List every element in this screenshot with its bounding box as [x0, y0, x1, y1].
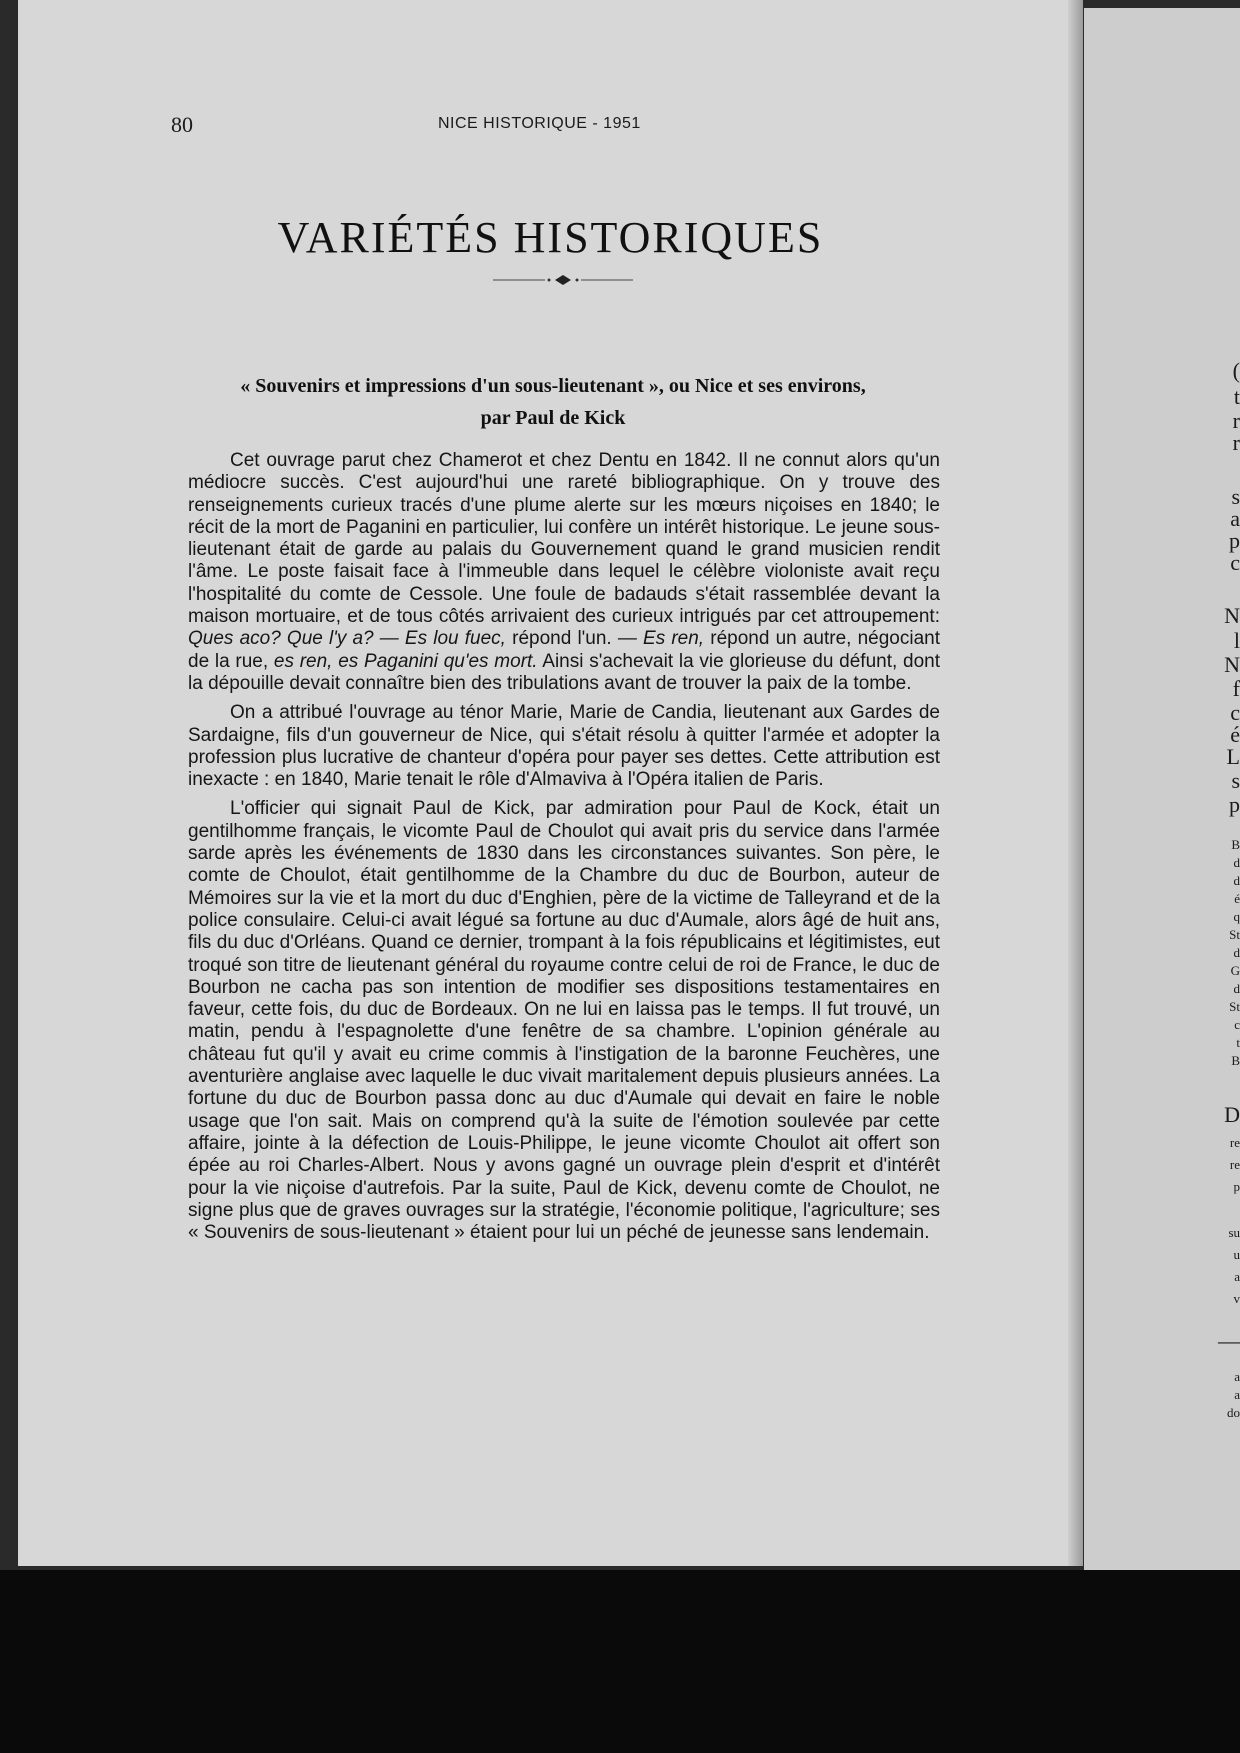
- facing-page-fragment: a: [1234, 1387, 1240, 1402]
- quote-dialect-2: Es ren,: [643, 628, 705, 650]
- facing-page-fragment: l: [1233, 628, 1240, 653]
- facing-page-edge: [1084, 8, 1240, 1570]
- facing-page-fragment: a: [1234, 1269, 1240, 1284]
- paragraph-1-text-2: répond l'un. —: [505, 628, 644, 650]
- facing-page-fragment: N: [1224, 652, 1240, 677]
- quote-dialect-3: es ren, es Paganini qu'es mort.: [273, 650, 538, 672]
- facing-page-fragment: su: [1228, 1225, 1240, 1240]
- facing-page-fragment: é: [1234, 891, 1240, 906]
- facing-page-fragment: St: [1229, 927, 1240, 942]
- facing-page-fragment: c: [1230, 550, 1240, 575]
- section-title: VARIÉTÉS HISTORIQUES: [277, 213, 824, 262]
- facing-page-fragment: t: [1236, 1035, 1240, 1050]
- facing-page-fragment: s: [1231, 484, 1240, 509]
- article-body: [188, 450, 940, 1251]
- facing-page-fragment: f: [1232, 676, 1240, 701]
- paragraph-1-text-3: répond un autre, négociant de la rue,: [188, 628, 940, 672]
- facing-page-fragment: a: [1234, 1369, 1240, 1384]
- facing-page-fragment: t: [1233, 384, 1240, 409]
- paragraph-1-text: Cet ouvrage parut chez Chamerot et chez Dentu en 1842. Il ne connut alors qu'un médiocre succès. C'est aujourd'hui une rareté bibliographique. On y trouve des renseignements curieux tracés d'une plume alerte sur les mœurs niçoises en 1840; le récit de la mort de Paganini en particulier, lui confère un intérêt historique. Le jeune sous-lieutenant était de garde au palais du Gouvernement quand le grand musicien rendit l'âme. Le poste faisait face à l'immeuble dans lequel le célèbre violoniste avait reçu l'hospitalité du comte de Cessole. Une foule de badauds s'était rassemblée devant la maison mortuaire, et de tous côtés arrivaient des curieux intrigués par cet attroupement:: [188, 450, 940, 628]
- ornament-divider-icon: [493, 272, 633, 288]
- facing-page-fragment: s: [1231, 768, 1240, 793]
- facing-page-fragment: p: [1229, 792, 1240, 817]
- article-author-line: par Paul de Kick: [480, 407, 626, 429]
- facing-page-fragment: q: [1233, 909, 1240, 924]
- facing-page-fragment: G: [1230, 963, 1240, 978]
- running-header: [18, 112, 1083, 142]
- facing-page-fragment: r: [1232, 408, 1240, 433]
- facing-page-fragment: d: [1233, 855, 1240, 870]
- facing-page-fragment: p: [1229, 528, 1240, 553]
- facing-page-fragment: B: [1231, 837, 1240, 852]
- article-title-line-1: « Souvenirs et impressions d'un sous-lieutenant », ou Nice et ses environs,: [240, 375, 866, 397]
- facing-page-fragment: B: [1231, 1053, 1240, 1068]
- book-page: [18, 0, 1083, 1566]
- facing-page-fragment: p: [1233, 1179, 1240, 1194]
- facing-page-fragment: d: [1233, 945, 1240, 960]
- page-number: 80: [171, 112, 193, 137]
- facing-page-fragment: re: [1229, 1135, 1240, 1150]
- facing-page-fragment: do: [1227, 1405, 1240, 1420]
- paragraph-1: [188, 450, 940, 695]
- facing-page-fragment: u: [1233, 1247, 1240, 1262]
- paragraph-3: L'officier qui signait Paul de Kick, par admiration pour Paul de Kock, était un gentilhomme français, le vicomte Paul de Choulot qui avait pris du service dans l'armée sarde après les événements de 1830 dans les circonstances suivantes. Son père, le comte de Choulot, était gentilhomme de la Chambre du duc de Bourbon, auteur de Mémoires sur la vie et la mort du duc d'Enghien, père de la victime de Talleyrand et de la police consulaire. Celui-ci avait légué sa fortune au duc d'Aumale, alors âgé de huit ans, fils du duc d'Orléans. Quand ce dernier, trompant à la fois républicains et légitimistes, eut troqué son titre de lieutenant général du royaume contre celui de roi de France, le duc de Bourbon ne cacha pas son intention de modifier ses dispositions testamentaires en faveur, cette fois, du duc de Bordeaux. On ne lui en laissa pas le temps. Il fut trouvé, un matin, pendu à l'espagnolette d'une fenêtre de sa chambre. L'opinion générale au château fut qu'il y avait eu crime commis à l'instigation de la baronne Feuchères, une aventurière anglaise avec laquelle le duc vivait maritalement depuis plusieurs années. La fortune du duc de Bourbon passa donc au duc d'Aumale qui devait en faire le noble usage que l'on sait. Mais on comprend qu'à la suite de l'émotion soulevée par cette affaire, jointe à la défection de Louis-Philippe, le jeune vicomte Choulot ait offert son épée au roi Charles-Albert. Nous y avons gagné un ouvrage plein d'esprit et d'intérêt pour la vie niçoise d'autrefois. Par la suite, Paul de Kick, devenu comte de Choulot, ne signe plus que de graves ouvrages sur la stratégie, l'économie politique, l'agriculture; ses « Souvenirs de sous-lieutenant » étaient pour lui un péché de jeunesse sans lendemain.: [188, 798, 940, 1244]
- facing-page-fragment: é: [1230, 722, 1240, 747]
- facing-page-fragment: v: [1233, 1291, 1240, 1306]
- facing-page-fragment: (: [1232, 358, 1240, 383]
- facing-page-fragment: St: [1229, 999, 1240, 1014]
- paragraph-1-text-4: Ainsi s'achevait la vie glorieuse du défunt, dont la dépouille devait connaître bien des tribulations avant de trouver la paix de la tombe.: [188, 650, 940, 694]
- facing-page-fragment: d: [1233, 873, 1240, 888]
- facing-page-fragment: D: [1224, 1102, 1240, 1127]
- facing-page-fragment: N: [1224, 603, 1240, 628]
- journal-title: NICE HISTORIQUE - 1951: [438, 115, 641, 132]
- facing-page-fragment: d: [1233, 981, 1240, 996]
- facing-page-fragment: r: [1232, 430, 1240, 455]
- facing-page-fragment: re: [1229, 1157, 1240, 1172]
- facing-page-fragment: c: [1234, 1017, 1240, 1032]
- facing-page-fragment: L: [1226, 744, 1240, 769]
- paragraph-2: On a attribué l'ouvrage au ténor Marie, Marie de Candia, lieutenant aux Gardes de Sardaigne, fils d'un gouverneur de Nice, qui s'était résolu à quitter l'armée et adopter la profession plus lucrative de chanteur d'opéra pour payer ses dettes. Cette attribution est inexacte : en 1840, Marie tenait le rôle d'Almaviva à l'Opéra italien de Paris.: [188, 702, 940, 791]
- facing-page-fragment: —: [1218, 1328, 1240, 1353]
- article-title: [158, 370, 948, 434]
- facing-page-fragment: a: [1230, 506, 1240, 531]
- quote-dialect-1: Ques aco? Que l'y a? — Es lou fuec,: [188, 628, 506, 650]
- facing-page-fragment: c: [1230, 700, 1240, 725]
- page-gutter-shadow: [1068, 0, 1083, 1566]
